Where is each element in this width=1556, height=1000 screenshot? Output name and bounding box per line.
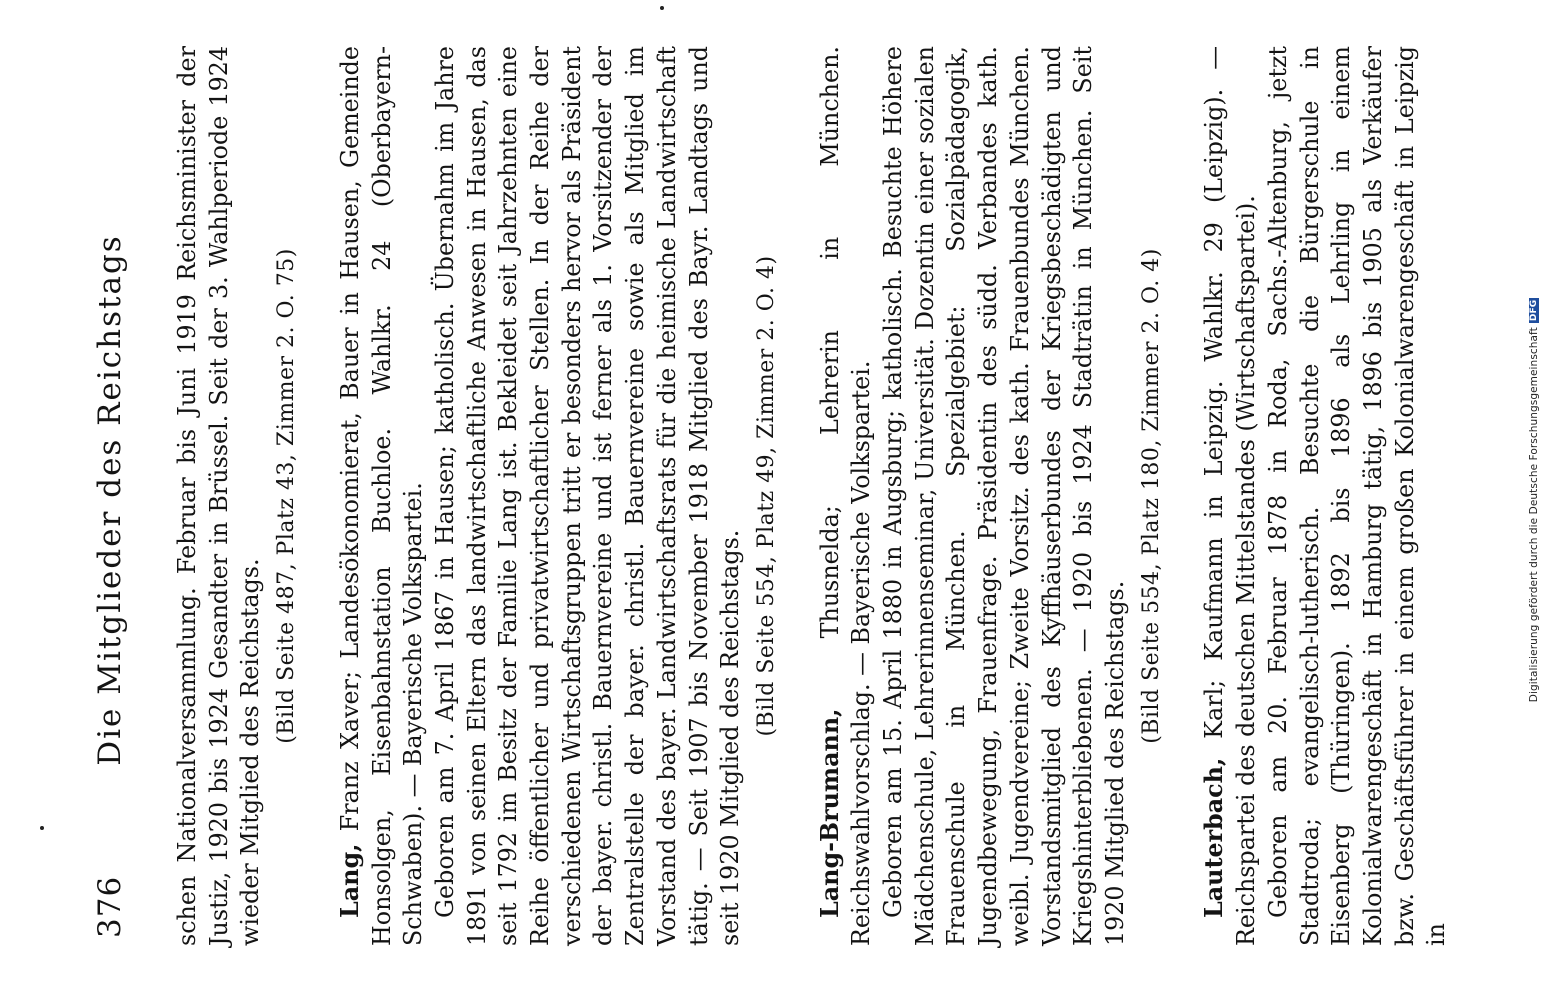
entry-lang-ref: (Bild Seite 554, Platz 49, Zimmer 2. O. 4) — [753, 255, 779, 737]
page-header — [0, 0, 160, 1000]
continuation-text: schen Nationalversammlung. Februar bis Juni 1919 Reichsminister der Justiz, 1920 bis 1924 Gesandter in Brüssel. Seit der 3. Wahlperiode 1924 wieder Mitglied des Reichstags. — [173, 46, 265, 946]
funding-text: Digitalisierung gefördert durch die Deutsche Forschungsgemeinschaft — [1528, 327, 1540, 703]
entry-lang-intro — [335, 46, 430, 946]
dfg-logo: DFG — [1529, 299, 1539, 322]
funding-note — [1528, 0, 1540, 1000]
speck-mark — [40, 826, 44, 830]
entry-lauterbach-intro — [1199, 46, 1262, 946]
entry-name: Lang-Brumann, — [815, 708, 844, 918]
entry-intro-text: Franz Xaver; Landesökonomierat, Bauer in Hausen, Gemeinde Honsolgen, Eisenbahnstation Buchloe. Wahlkr. 24 (Oberbayern-Schwaben). — Bayerische Volkspartei. — [335, 46, 428, 946]
running-title: Die Mitglieder des Reichstags — [92, 234, 128, 766]
entry-name: Lauterbach, — [1200, 757, 1229, 918]
speck-mark — [660, 6, 664, 10]
continuation-ref: (Bild Seite 487, Platz 43, Zimmer 2. O. 75) — [274, 248, 300, 744]
page-number: 376 — [92, 875, 128, 938]
entry-lang-brumann-ref: (Bild Seite 554, Platz 180, Zimmer 2. O. 4) — [1138, 248, 1164, 744]
entry-intro-text: Karl; Kaufmann in Leipzig. Wahlkr. 29 (Leipzig). — Reichspartei des deutschen Mittelstandes (Wirtschaftspartei). — [1200, 46, 1261, 946]
entry-lang-brumann-intro — [815, 46, 878, 946]
entry-name: Lang, — [335, 843, 364, 918]
entry-lang-bio: Geboren am 7. April 1867 in Hausen; katholisch. Übernahm im Jahre 1891 von seinen Eltern das landwirtschaftliche Anwesen in Hausen, das seit 1792 im Besitz der Familie Lang ist. Bekleidet seit Jahrzehnten eine Reihe öffentlicher und privatwirtschaftlicher Stellen. In der Reihe der verschiedenen Wirtschaftsgruppen tritt er besonders hervor als Präsident der bayer. christl. Bauernvereine und ist ferner als 1. Vorsitzender der Zentralstelle der bayer. christl. Bauernvereine sowie als Mitglied im Vorstand des bayer. Landwirtschaftsrats für die heimische Landwirtschaft tätig. — Seit 1907 bis November 1918 Mitglied des Bayr. Landtags und seit 1920 Mitglied des Reichstags. — [430, 46, 745, 946]
entry-intro-text: Thusnelda; Lehrerin in München. Reichswahlvorschlag. — Bayerische Volkspartei. — [815, 46, 876, 946]
entry-lauterbach-bio: Geboren am 20. Februar 1878 in Roda, Sachs.-Altenburg, jetzt Stadtroda; evangelisch-lutherisch. Besuchte die Bürgerschule in Eisenberg (Thüringen). 1892 bis 1896 als Lehrling in einem Kolonialwarengeschäft in Hamburg tätig, 1896 bis 1905 als Verkäufer bzw. Geschäftsführer in einem großen Kolonialwarengeschäft in Leipzig in — [1263, 46, 1451, 946]
text-column — [172, 46, 1453, 946]
entry-lang-brumann-bio: Geboren am 15. April 1880 in Augsburg; katholisch. Besuchte Höhere Mädchenschule, Lehrerinnenseminar, Universität. Dozentin einer sozialen Frauenschule in München. Spezialgebiet: Sozialpädagogik, Jugendbewegung, Frauenfrage. Präsidentin des südd. Verbandes kath. weibl. Jugendvereine; Zweite Vorsitz. des kath. Frauenbundes München. Vorstandsmitglied des Kyffhäuserbundes der Kriegsbeschädigten und Kriegshinterbliebenen. — 1920 bis 1924 Stadträtin in München. Seit 1920 Mitglied des Reichstags. — [879, 46, 1129, 946]
